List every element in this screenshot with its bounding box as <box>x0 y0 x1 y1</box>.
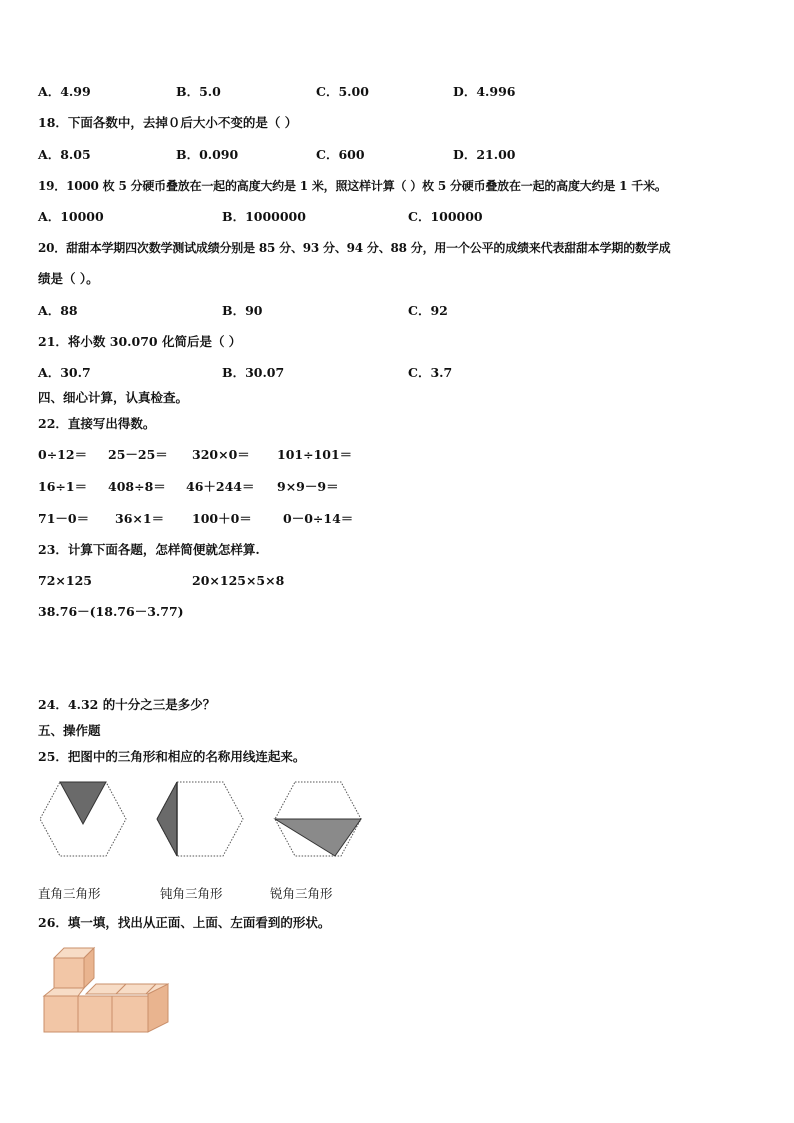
cube-front-face <box>44 996 78 1032</box>
q22-item: 0÷12＝ <box>38 447 88 462</box>
q19-option-b[interactable]: B．1000000 <box>222 209 306 224</box>
q22-item: 101÷101＝ <box>277 447 353 462</box>
q22-item: 36×1＝ <box>115 511 165 526</box>
hexagon-figure-3 <box>273 779 363 859</box>
q18-option-b[interactable]: B．0.090 <box>176 147 239 162</box>
q22-item: 16÷1＝ <box>38 479 88 494</box>
q17-option-a[interactable]: A．4.99 <box>38 84 91 99</box>
cube-top-face <box>44 988 84 996</box>
hexagon-figure-2 <box>155 779 245 859</box>
q25-stem: 25．把图中的三角形和相应的名称用线连起来。 <box>38 749 306 764</box>
q23-item-2: 20×125×5×8 <box>192 573 285 588</box>
q24-stem: 24．4.32 的十分之三是多少？ <box>38 697 216 712</box>
q20-stem-line2: 绩是（ ）。 <box>38 271 99 286</box>
q20-option-b[interactable]: B．90 <box>222 303 263 318</box>
q20-option-a[interactable]: A．88 <box>38 303 78 318</box>
q18-option-d[interactable]: D．21.00 <box>453 147 516 162</box>
q23-stem: 23．计算下面各题，怎样简便就怎样算. <box>38 542 260 557</box>
q17-option-d[interactable]: D．4.996 <box>453 84 516 99</box>
cube-front-face <box>78 996 112 1032</box>
q19-stem: 19．1000 枚 5 分硬币叠放在一起的高度大约是 1 米，照这样计算（ ）枚 5 分硬币叠放在一起的高度大约是 1 千米。 <box>38 179 667 193</box>
hexagon-figure-1 <box>38 779 128 859</box>
cube-front-face <box>54 958 84 988</box>
label-right-triangle[interactable]: 直角三角形 <box>38 886 101 901</box>
shaded-triangle <box>157 782 177 856</box>
shaded-triangle <box>275 819 361 856</box>
q22-item: 0－0÷14＝ <box>283 511 354 526</box>
q22-item: 9×9－9＝ <box>277 479 339 494</box>
q21-option-b[interactable]: B．30.07 <box>222 365 285 380</box>
q17-option-c[interactable]: C．5.00 <box>316 84 369 99</box>
q20-stem-line1: 20．甜甜本学期四次数学测试成绩分别是 85 分、93 分、94 分、88 分，用一个公平的成绩来代表甜甜本学期的数学成 <box>38 241 671 255</box>
q26-stem: 26．填一填，找出从正面、上面、左面看到的形状。 <box>38 915 331 930</box>
shaded-triangle <box>60 782 106 824</box>
q19-option-c[interactable]: C．100000 <box>408 209 483 224</box>
q23-item-1: 72×125 <box>38 573 92 588</box>
cube-stack-figure <box>42 944 172 1036</box>
q22-item: 408÷8＝ <box>108 479 166 494</box>
q18-option-a[interactable]: A．8.05 <box>38 147 91 162</box>
q22-stem: 22．直接写出得数。 <box>38 416 156 431</box>
q18-stem: 18．下面各数中，去掉０后大小不变的是（ ） <box>38 115 298 130</box>
q23-item-3: 38.76－(18.76－3.77) <box>38 604 184 619</box>
label-acute-triangle[interactable]: 锐角三角形 <box>270 886 333 901</box>
cube-front-face <box>112 996 148 1032</box>
q22-item: 71－0＝ <box>38 511 90 526</box>
q19-option-a[interactable]: A．10000 <box>38 209 104 224</box>
q22-item: 46＋244＝ <box>186 479 255 494</box>
q21-option-a[interactable]: A．30.7 <box>38 365 91 380</box>
q17-option-b[interactable]: B．5.0 <box>176 84 221 99</box>
q22-item: 320×0＝ <box>192 447 250 462</box>
q20-option-c[interactable]: C．92 <box>408 303 448 318</box>
section-5-title: 五、操作题 <box>38 723 101 738</box>
q22-item: 100＋0＝ <box>192 511 252 526</box>
q21-option-c[interactable]: C．3.7 <box>408 365 453 380</box>
section-4-title: 四、细心计算，认真检查。 <box>38 390 189 405</box>
q18-option-c[interactable]: C．600 <box>316 147 365 162</box>
label-obtuse-triangle[interactable]: 钝角三角形 <box>160 886 223 901</box>
q21-stem: 21．将小数 30.070 化简后是（ ） <box>38 334 242 349</box>
q22-item: 25－25＝ <box>108 447 168 462</box>
